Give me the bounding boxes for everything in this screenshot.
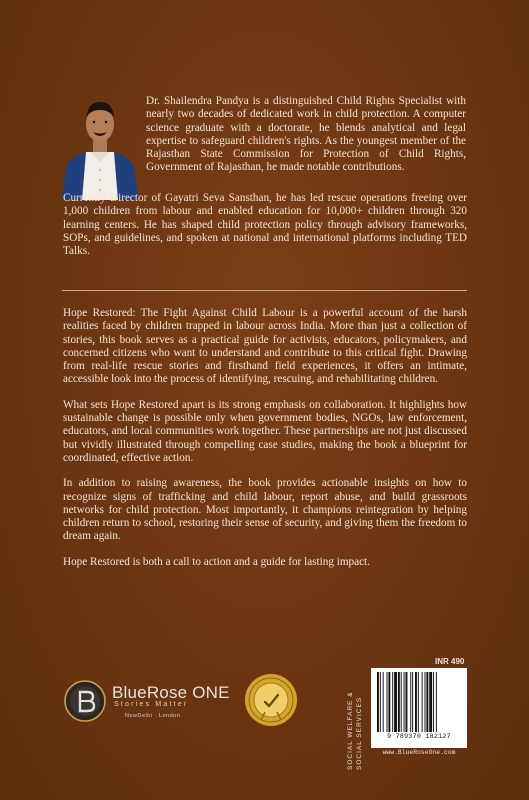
- barcode-bar: [410, 672, 411, 732]
- barcode-bar: [392, 672, 393, 732]
- barcode-bar: [422, 672, 423, 732]
- publisher-locations: NewDelhi · London: [125, 713, 181, 719]
- barcode-bar: [404, 672, 405, 732]
- barcode-bar: [380, 672, 381, 732]
- barcode-bar: [433, 672, 434, 732]
- barcode-bar: [429, 672, 432, 732]
- blurb-paragraph: What sets Hope Restored apart is its strong emphasis on collaboration. It highlights how sustainable change is possible only when government bodies, NGOs, law enforcement, educators, and local communities work together. These partnerships are not just discussed but vividly illustrated through compelling case studies, making the book a blueprint for coordinated, effective action.: [63, 398, 467, 464]
- barcode-bar: [406, 672, 408, 732]
- blurb-paragraph: Hope Restored: The Fight Against Child Labour is a powerful account of the harsh realities faced by children trapped in labour across India. More than just a collection of stories, this book serves as a practical guide for activists, educators, policymakers, and concerned citizens who want to understand and contribute to this critical fight. Drawing from real-life rescue stories and firsthand field experiences, it offers an intimate, accessible look into the process of identifying, rescuing, and rehabilitating children.: [63, 307, 467, 386]
- author-photo: [60, 92, 140, 200]
- barcode-bar: [398, 672, 400, 732]
- blurb-paragraph: Hope Restored is both a call to action and a guide for lasting impact.: [63, 555, 370, 568]
- barcode-bar: [436, 672, 437, 732]
- publisher-tagline: Stories Matter: [114, 701, 189, 708]
- barcode-bar: [426, 672, 428, 732]
- book-category: SOCIAL WELFARE & SOCIAL SERVICES: [347, 691, 363, 770]
- author-bio-continued: Currently Director of Gayatri Seva Sansthan, he has led rescue operations freeing over 1,000 children from labour and enabled education for 10,000+ children through 320 learning centers. He has shaped child protection policy through advisory frameworks, SOPs, and guidelines, and spoken at national and international platforms including TED Talks.: [63, 192, 467, 258]
- isbn-barcode: [371, 668, 467, 748]
- gold-award-seal-icon: [243, 672, 299, 728]
- publisher-website: www.BlueRoseOne.com: [382, 749, 456, 756]
- barcode-bar: [394, 672, 397, 732]
- barcode-bar: [418, 672, 419, 732]
- book-blurb: [63, 307, 467, 581]
- blurb-paragraph: In addition to raising awareness, the book provides actionable insights on how to recognize signs of trafficking and child labour, report abuse, and build grassroots networks for child protection. Most importantly, it champions reintegration by helping children return to school, restoring their sense of security, and giving them the freedom to dream again.: [63, 477, 467, 543]
- barcode-bar: [415, 672, 417, 732]
- section-divider: [62, 290, 467, 291]
- isbn-number: 9 789370 182127: [387, 733, 451, 740]
- barcode-bar: [377, 672, 379, 732]
- barcode-bar: [387, 672, 388, 732]
- barcode-bar: [383, 672, 384, 732]
- book-price: INR 490: [435, 657, 465, 666]
- author-bio-intro: Dr. Shailendra Pandya is a distinguished Child Rights Specialist with nearly two decades of dedicated work in child protection. A computer science graduate with a doctorate, he blends analytical and legal expertise to safeguard children's rights. As the youngest member of the Rajasthan State Commission for Protection of Child Rights, Government of Rajasthan, he made notable contributions.: [146, 95, 466, 174]
- bluerose-b-logo-icon: [64, 680, 106, 722]
- publisher-name: BlueRose ONE: [112, 683, 230, 702]
- barcode-bar: [425, 672, 426, 732]
- barcode-bar: [388, 672, 390, 732]
- barcode-bar: [401, 672, 402, 732]
- barcode-bar: [412, 672, 413, 732]
- barcode-graphic: [375, 672, 463, 732]
